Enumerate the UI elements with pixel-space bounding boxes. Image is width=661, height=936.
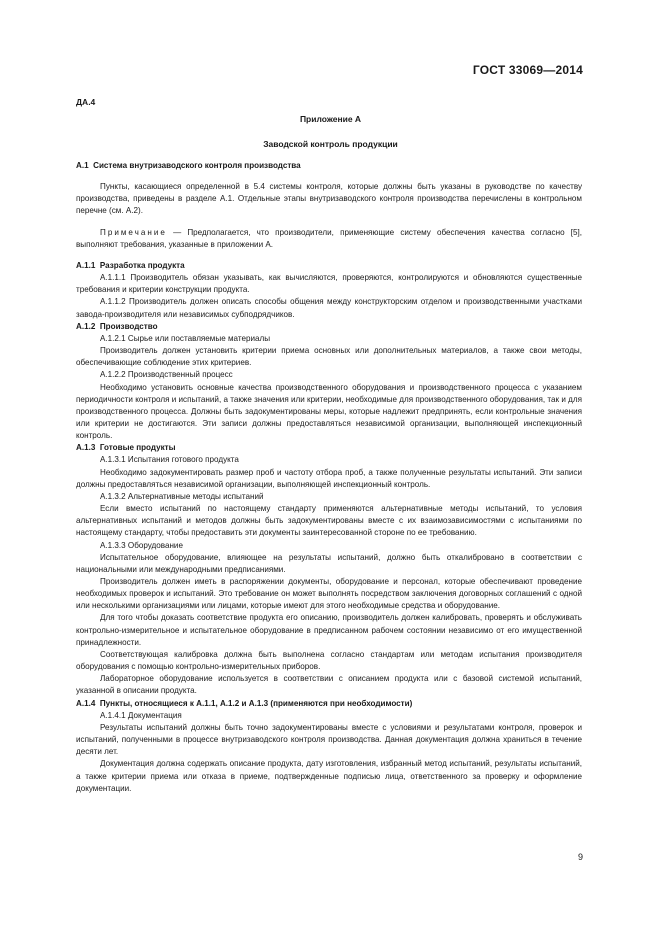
- section-number: А.1: [76, 161, 89, 170]
- subsection-title-a122: А.1.2.2 Производственный процесс: [100, 370, 233, 380]
- paragraph-text: Пункты, касающиеся определенной в 5.4 системы контроля, которые должны быть указаны в руководстве по качеству производства, приведены в разделе А.1. Отдельные этапы внутризаводского контроля производства перечислены в контрольном перечне (см. А.2).: [76, 182, 582, 216]
- paragraph-a133-3: Для того чтобы доказать соответствие продукта его описанию, производитель должен калибровать, проверять и обслуживать контрольно-измерительное и испытательное оборудование в предписанном рабочем состоянии независимо от его имущественной принадлежности.: [76, 613, 582, 647]
- note: [76, 227, 582, 251]
- paragraph-a133-1: Испытательное оборудование, влияющее на результаты испытаний, должно быть откалибровано в соответствии с национальными или международными предписаниями.: [76, 552, 582, 574]
- subsection-title-a131: А.1.3.1 Испытания готового продукта: [100, 455, 239, 465]
- section-number: А.1.3: [76, 443, 96, 453]
- paragraph-a122: Необходимо установить основные качества производственного оборудования и производственного процесса с указанием периодичности контроля и испытаний, а также значения или критерии, необходимые для производственного оборудования, так и для производственного процесса. Должны быть задокументированы меры, которые надлежит предпринять, если контрольные значения или критерии не достигаются. Эти записи должны предоставляться независимой организации, выполняющей инспекционный контроль.: [76, 382, 582, 441]
- section-title: Готовые продукты: [99, 443, 176, 453]
- subsection-title-a121: А.1.2.1 Сырье или поставляемые материалы: [100, 333, 271, 343]
- note-label: Примечание: [100, 227, 167, 237]
- subsection-title-a141: А.1.4.1 Документация: [100, 710, 182, 720]
- section-heading-a1: [76, 160, 582, 172]
- paragraph-a111: А.1.1.1 Производитель обязан указывать, как вычисляются, проверяются, контролируются и обновляются существенные требования и критерии конструкции продукта.: [76, 273, 582, 295]
- paragraph-intro: [76, 181, 582, 217]
- section-heading-a12: [76, 321, 582, 333]
- annex-label: ДА.4: [76, 97, 96, 107]
- section-title: Производство: [99, 321, 158, 331]
- section-title: Разработка продукта: [99, 260, 185, 270]
- section-heading-a14: [76, 698, 582, 710]
- section-number: А.1.4: [76, 698, 96, 708]
- document-body: [76, 160, 582, 795]
- standard-number: ГОСТ 33069—2014: [472, 63, 583, 77]
- subsection-title-a133: А.1.3.3 Оборудование: [100, 540, 183, 550]
- annex-title: Приложение А: [299, 114, 362, 124]
- annex-subtitle: Заводской контроль продукции: [263, 139, 398, 149]
- section-title: Пункты, относящиеся к А.1.1, А.1.2 и А.1.3 (применяются при необходимости): [99, 698, 413, 708]
- note-text: — Предполагается, что производители, применяющие систему обеспечения качества согласно [5], выполняют требования, указанные в приложении А.: [76, 227, 583, 249]
- paragraph-a112: А.1.1.2 Производитель должен описать способы общения между конструкторским отделом и производственными участками завода-производителя или независимых субподрядчиков.: [76, 297, 582, 319]
- paragraph-a132: Если вместо испытаний по настоящему стандарту применяются альтернативные методы испытаний, то условия альтернативных испытаний и методов должны быть задокументированы вместе с их взаимозависимостями с испытаниями по настоящему стандарту, чтобы предоставить эти документы заинтересованной стороне по ее требованию.: [76, 504, 582, 538]
- paragraph-a141-1: Результаты испытаний должны быть точно задокументированы вместе с условиями и результатами контроля, проверок и испытаний, полученными в процессе внутризаводского контроля производства. Данная документация должна храниться в течение десяти лет.: [76, 722, 582, 757]
- section-heading-a13: [76, 442, 582, 454]
- paragraph-a121: Производитель должен установить критерии приема основных или дополнительных материалов, а также свои методы, обеспечивающие соблюдение этих критериев.: [76, 346, 582, 368]
- section-number: А.1.2: [76, 321, 96, 331]
- paragraph-a131: Необходимо задокументировать размер проб и частоту отбора проб, а также полученные результаты испытаний. Эти записи должны предоставляться независимой организации, выполняющей инспекционный контроль.: [76, 467, 582, 489]
- section-heading-a11: [76, 260, 582, 272]
- subsection-title-a132: А.1.3.2 Альтернативные методы испытаний: [100, 491, 264, 501]
- page-number: 9: [577, 852, 583, 862]
- paragraph-a133-5: Лабораторное оборудование используется в соответствии с описанием продукта или с базовой системой испытаний, указанной в описании продукта.: [76, 674, 582, 696]
- paragraph-a141-2: Документация должна содержать описание продукта, дату изготовления, избранный метод испытаний, результаты испытаний, а также критерии приема или отказа в приеме, подтвержденные подписью лица, ответственного за проверку и оформление документации.: [76, 759, 582, 793]
- section-number: А.1.1: [76, 260, 96, 270]
- paragraph-a133-2: Производитель должен иметь в распоряжении документы, оборудование и персонал, которые обеспечивают проведение необходимых проверок и испытаний. Это требование он может выполнять посредством заключения договорных соглашений с одной или несколькими организациями или лицами, которые имеют для этого необходимые средства и оборудование.: [76, 577, 582, 611]
- paragraph-a133-4: Соответствующая калибровка должна быть выполнена согласно стандартам или методам испытания производителя оборудования с помощью контрольно-измерительных приборов.: [76, 649, 582, 672]
- section-title: Система внутризаводского контроля производства: [93, 161, 301, 170]
